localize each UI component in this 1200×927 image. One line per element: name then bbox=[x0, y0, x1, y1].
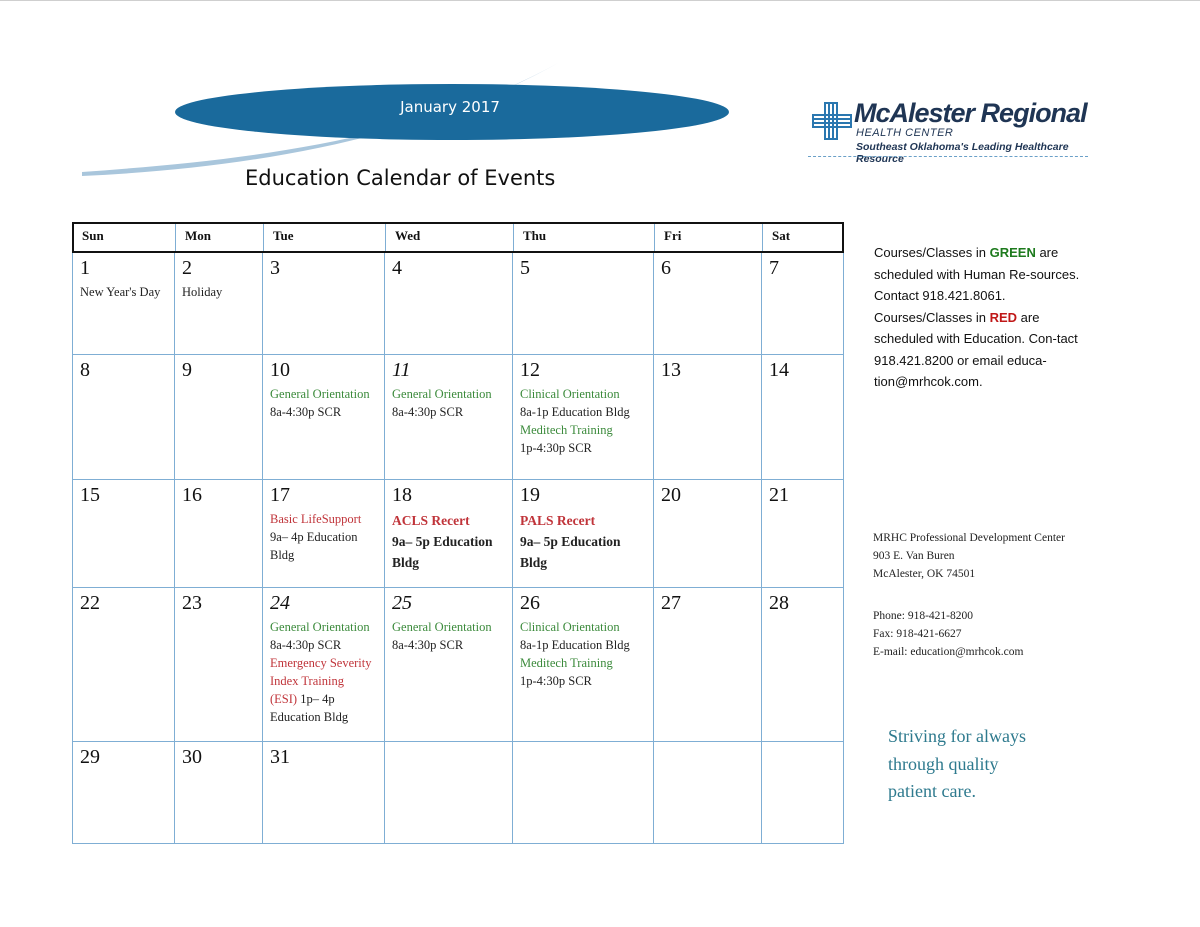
weekday-wed: Wed bbox=[395, 228, 421, 243]
slogan-line: patient care. bbox=[888, 781, 976, 801]
red-word: RED bbox=[989, 309, 1018, 325]
event-list bbox=[270, 618, 384, 726]
day-cell[interactable] bbox=[513, 588, 654, 742]
event-line bbox=[520, 618, 653, 636]
day-number: 13 bbox=[661, 359, 681, 381]
event-line bbox=[182, 283, 262, 301]
day-number: 12 bbox=[520, 359, 540, 381]
event-text: Holiday bbox=[182, 285, 223, 299]
day-cell[interactable] bbox=[513, 480, 654, 588]
day-cell[interactable] bbox=[654, 480, 762, 588]
event-text: 8a-1p Education Bldg bbox=[520, 405, 630, 419]
event-list bbox=[392, 510, 512, 573]
event-line bbox=[520, 421, 653, 439]
address-line: 903 E. Van Buren bbox=[873, 550, 955, 562]
day-cell[interactable] bbox=[263, 355, 385, 480]
event-text: Bldg bbox=[392, 555, 420, 570]
event-text: General Orientation bbox=[392, 387, 492, 401]
green-word: GREEN bbox=[989, 245, 1036, 260]
event-text: General Orientation bbox=[270, 620, 370, 634]
weekday-mon: Mon bbox=[185, 228, 211, 243]
day-cell[interactable] bbox=[385, 355, 513, 480]
header-divider bbox=[513, 224, 514, 251]
day-number: 5 bbox=[520, 257, 530, 279]
event-text: 8a-4:30p SCR bbox=[270, 405, 342, 419]
day-cell[interactable] bbox=[385, 742, 513, 844]
address-block bbox=[873, 529, 1065, 583]
event-text: Clinical Orientation bbox=[520, 387, 620, 401]
day-number: 31 bbox=[270, 746, 290, 768]
event-line bbox=[270, 672, 384, 690]
day-number: 19 bbox=[520, 484, 540, 506]
event-line bbox=[270, 403, 384, 421]
event-text: Bldg bbox=[270, 548, 295, 562]
day-cell[interactable] bbox=[654, 588, 762, 742]
header-banner bbox=[0, 0, 760, 200]
event-text: ACLS Recert bbox=[392, 513, 470, 528]
day-number: 24 bbox=[270, 592, 290, 614]
day-cell[interactable] bbox=[72, 253, 175, 355]
day-cell[interactable] bbox=[72, 355, 175, 480]
logo-subtitle: HEALTH CENTER bbox=[856, 127, 954, 139]
page-title: Education Calendar of Events bbox=[245, 166, 556, 190]
event-text: 1p-4:30p SCR bbox=[520, 674, 592, 688]
day-number: 30 bbox=[182, 746, 202, 768]
event-list bbox=[270, 385, 384, 421]
slogan-line: Striving for always bbox=[888, 726, 1026, 746]
day-cell[interactable] bbox=[175, 355, 263, 480]
event-line bbox=[392, 636, 512, 654]
event-text: New Year's Day bbox=[80, 285, 161, 299]
day-cell[interactable] bbox=[385, 253, 513, 355]
event-line bbox=[270, 618, 384, 636]
day-cell[interactable] bbox=[72, 588, 175, 742]
note-text: are scheduled with Education. Con-tact 918.421.8200 or email educa-tion@mrhcok.com. bbox=[874, 309, 1078, 389]
day-number: 11 bbox=[392, 359, 411, 381]
event-line bbox=[520, 552, 653, 573]
event-text: Education Bldg bbox=[270, 710, 349, 724]
weekday-header bbox=[72, 222, 844, 253]
fax-text: Fax: 918-421-6627 bbox=[873, 628, 962, 640]
event-line bbox=[270, 385, 384, 403]
day-cell[interactable] bbox=[72, 480, 175, 588]
day-number: 15 bbox=[80, 484, 100, 506]
day-number: 4 bbox=[392, 257, 402, 279]
address-line: McAlester, OK 74501 bbox=[873, 568, 976, 580]
event-list bbox=[80, 283, 174, 301]
event-line bbox=[392, 510, 512, 531]
month-label: January 2017 bbox=[400, 98, 500, 116]
event-line bbox=[520, 403, 653, 421]
event-text: Meditech Training bbox=[520, 656, 613, 670]
event-line bbox=[520, 654, 653, 672]
header-divider bbox=[385, 224, 386, 251]
day-cell[interactable] bbox=[513, 253, 654, 355]
event-text: PALS Recert bbox=[520, 513, 596, 528]
event-list bbox=[392, 618, 512, 654]
header-divider bbox=[762, 224, 763, 251]
event-text: 8a-4:30p SCR bbox=[392, 638, 464, 652]
day-number: 10 bbox=[270, 359, 290, 381]
day-number: 28 bbox=[769, 592, 789, 614]
event-text: Emergency Severity bbox=[270, 656, 372, 670]
event-line bbox=[520, 510, 653, 531]
day-cell[interactable] bbox=[175, 588, 263, 742]
weekday-sun: Sun bbox=[82, 228, 104, 243]
event-list bbox=[520, 618, 653, 690]
event-line bbox=[270, 636, 384, 654]
slogan-line: through quality bbox=[888, 753, 999, 774]
day-cell[interactable] bbox=[762, 480, 844, 588]
day-cell[interactable] bbox=[762, 588, 844, 742]
day-number: 9 bbox=[182, 359, 192, 381]
day-cell[interactable] bbox=[175, 480, 263, 588]
event-text: 9a– 4p Education bbox=[270, 530, 358, 544]
day-number: 22 bbox=[80, 592, 100, 614]
legend-note bbox=[874, 242, 1084, 393]
calendar-grid bbox=[72, 222, 844, 844]
day-cell[interactable] bbox=[263, 253, 385, 355]
event-text: 8a-4:30p SCR bbox=[270, 638, 342, 652]
day-cell[interactable] bbox=[263, 742, 385, 844]
event-line bbox=[270, 708, 384, 726]
event-line bbox=[80, 283, 174, 301]
day-number: 1 bbox=[80, 257, 90, 279]
header-divider bbox=[175, 224, 176, 251]
logo-tagline: Southeast Oklahoma's Leading Healthcare Resource bbox=[856, 141, 1069, 165]
address-line: MRHC Professional Development Center bbox=[873, 532, 1065, 544]
event-line bbox=[520, 385, 653, 403]
event-list bbox=[270, 510, 384, 564]
cross-icon bbox=[812, 102, 852, 140]
event-text: General Orientation bbox=[270, 387, 370, 401]
day-number: 2 bbox=[182, 257, 192, 279]
event-text: Basic LifeSupport bbox=[270, 512, 362, 526]
event-text: 9a– 5p Education bbox=[520, 534, 621, 549]
day-number: 21 bbox=[769, 484, 789, 506]
hospital-logo bbox=[808, 98, 1090, 165]
event-line bbox=[392, 618, 512, 636]
day-cell[interactable] bbox=[513, 355, 654, 480]
header-divider bbox=[263, 224, 264, 251]
event-line bbox=[520, 636, 653, 654]
day-number: 23 bbox=[182, 592, 202, 614]
day-cell[interactable] bbox=[175, 742, 263, 844]
note-text: Courses/Classes in bbox=[874, 245, 990, 260]
event-text: 1p-4:30p SCR bbox=[520, 441, 592, 455]
slogan bbox=[888, 723, 1026, 806]
day-number: 17 bbox=[270, 484, 290, 506]
weekday-thu: Thu bbox=[523, 228, 547, 243]
day-cell[interactable] bbox=[762, 355, 844, 480]
event-text: Index Training bbox=[270, 674, 344, 688]
event-text: (ESI) bbox=[270, 692, 298, 706]
day-number: 29 bbox=[80, 746, 100, 768]
day-number: 25 bbox=[392, 592, 412, 614]
weekday-tue: Tue bbox=[273, 228, 294, 243]
event-line bbox=[392, 531, 512, 552]
event-line bbox=[270, 690, 384, 708]
weekday-fri: Fri bbox=[664, 228, 682, 243]
event-line bbox=[270, 546, 384, 564]
contact-block bbox=[873, 607, 1023, 661]
day-number: 18 bbox=[392, 484, 412, 506]
day-number: 6 bbox=[661, 257, 671, 279]
day-number: 14 bbox=[769, 359, 789, 381]
note-text: are scheduled with Human Re-sources. Contact 918.421.8061. bbox=[874, 245, 1080, 303]
event-text: Meditech Training bbox=[520, 423, 613, 437]
day-cell[interactable] bbox=[385, 480, 513, 588]
logo-name: McAlester Regional bbox=[854, 98, 1087, 128]
day-cell[interactable] bbox=[175, 253, 263, 355]
event-line bbox=[270, 654, 384, 672]
note-text: Courses/Classes in bbox=[874, 309, 990, 325]
event-list bbox=[520, 385, 653, 457]
header-divider bbox=[654, 224, 655, 251]
email-link[interactable]: E-mail: education@mrhcok.com bbox=[873, 646, 1024, 658]
event-line bbox=[270, 510, 384, 528]
day-number: 27 bbox=[661, 592, 681, 614]
event-list bbox=[520, 510, 653, 573]
event-list bbox=[182, 283, 262, 301]
day-cell[interactable] bbox=[513, 742, 654, 844]
day-cell[interactable] bbox=[654, 742, 762, 844]
day-cell[interactable] bbox=[654, 253, 762, 355]
event-time: 1p– 4p bbox=[297, 692, 335, 706]
day-cell[interactable] bbox=[72, 742, 175, 844]
day-cell[interactable] bbox=[263, 480, 385, 588]
event-line bbox=[392, 385, 512, 403]
logo-divider bbox=[808, 156, 1088, 157]
day-cell[interactable] bbox=[263, 588, 385, 742]
day-number: 20 bbox=[661, 484, 681, 506]
day-number: 26 bbox=[520, 592, 540, 614]
day-number: 8 bbox=[80, 359, 90, 381]
event-text: 8a-4:30p SCR bbox=[392, 405, 464, 419]
day-cell[interactable] bbox=[385, 588, 513, 742]
day-number: 3 bbox=[270, 257, 280, 279]
event-text: General Orientation bbox=[392, 620, 492, 634]
event-list bbox=[392, 385, 512, 421]
event-line bbox=[270, 528, 384, 546]
event-line bbox=[392, 552, 512, 573]
day-number: 7 bbox=[769, 257, 779, 279]
day-cell[interactable] bbox=[654, 355, 762, 480]
day-number: 16 bbox=[182, 484, 202, 506]
event-text: Clinical Orientation bbox=[520, 620, 620, 634]
event-line bbox=[520, 531, 653, 552]
event-line bbox=[520, 439, 653, 457]
weekday-sat: Sat bbox=[772, 228, 791, 243]
event-text: 8a-1p Education Bldg bbox=[520, 638, 630, 652]
event-text: 9a– 5p Education bbox=[392, 534, 493, 549]
day-cell[interactable] bbox=[762, 253, 844, 355]
event-text: Bldg bbox=[520, 555, 548, 570]
phone-text: Phone: 918-421-8200 bbox=[873, 610, 973, 622]
event-line bbox=[520, 672, 653, 690]
event-line bbox=[392, 403, 512, 421]
day-cell[interactable] bbox=[762, 742, 844, 844]
